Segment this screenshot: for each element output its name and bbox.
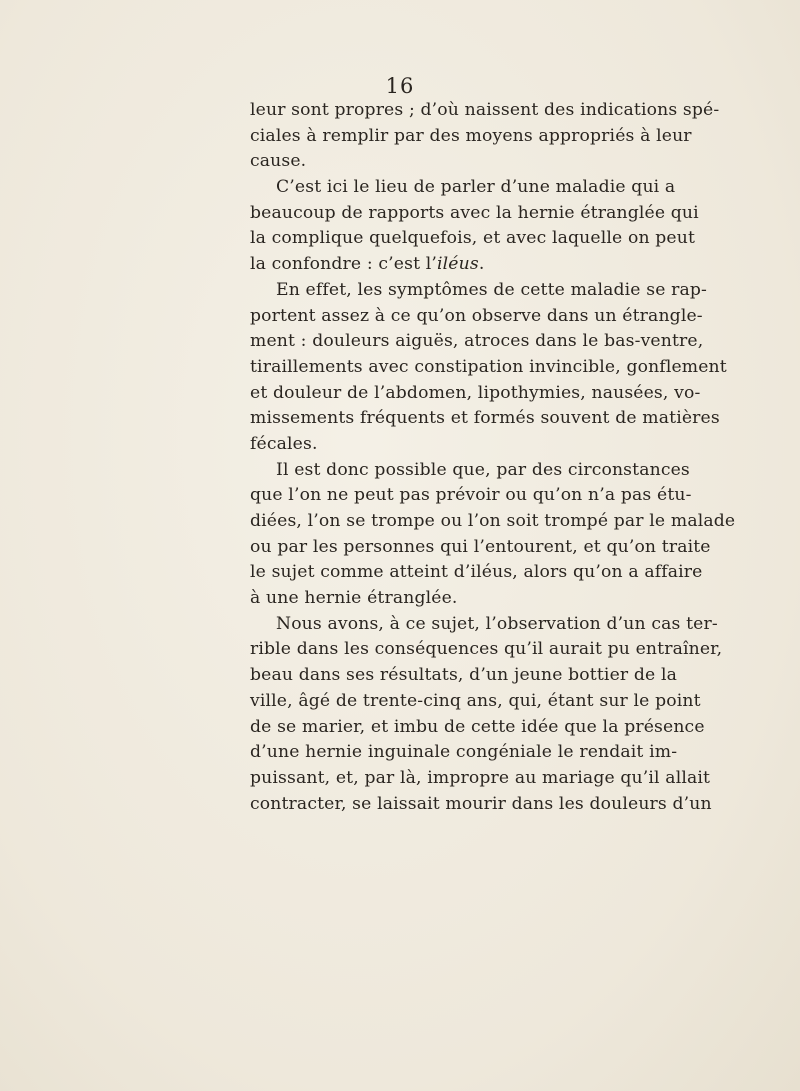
text-line: d’une hernie inguinale congéniale le rendait im- xyxy=(250,742,678,763)
text-fragment: . xyxy=(478,254,485,275)
text-line: la complique quelquefois, et avec laquelle on peut xyxy=(250,228,696,249)
text-line: fécales. xyxy=(250,433,318,454)
text-line: ville, âgé de trente-cinq ans, qui, étant sur le point xyxy=(250,690,701,711)
text-line: ment : douleurs aiguës, atroces dans le bas-ventre, xyxy=(250,331,704,352)
text-line: missements fréquents et formés souvent de matières xyxy=(250,408,720,429)
text-line: ciales à remplir par des moyens appropriés à leur xyxy=(250,125,692,146)
paragraph-first-line: C’est ici le lieu de parler d’une maladie qui a xyxy=(276,177,676,198)
text-line: à une hernie étranglée. xyxy=(250,588,458,609)
text-line: de se marier, et imbu de cette idée que la présence xyxy=(250,716,705,737)
paragraph-first-line: Il est donc possible que, par des circonstances xyxy=(276,459,690,480)
text-line: diées, l’on se trompe ou l’on soit trompé par le malade xyxy=(250,511,736,531)
page-number: 16 xyxy=(385,74,415,98)
text-line: le sujet comme atteint d’iléus, alors qu’on a affaire xyxy=(250,562,703,583)
text-line: portent assez à ce qu’on observe dans un étrangle- xyxy=(250,305,703,326)
text-line: ou par les personnes qui l’entourent, et qu’on traite xyxy=(250,536,711,557)
text-line: et douleur de l’abdomen, lipothymies, nausées, vo- xyxy=(250,382,701,403)
text-fragment: la confondre : c’est l’ xyxy=(250,254,437,275)
paragraph-first-line: En effet, les symptômes de cette maladie se rap- xyxy=(276,279,708,300)
text-line: beau dans ses résultats, d’un jeune bottier de la xyxy=(250,665,677,686)
text-line: contracter, se laissait mourir dans les douleurs d’un xyxy=(250,793,712,814)
italic-term: iléus xyxy=(437,254,479,275)
text-line xyxy=(250,252,662,278)
body-text xyxy=(250,98,736,817)
text-line: puissant, et, par là, impropre au mariage qu’il allait xyxy=(250,767,711,788)
text-line: que l’on ne peut pas prévoir ou qu’on n’a pas étu- xyxy=(250,485,692,506)
text-line: tiraillements avec constipation invincible, gonflement xyxy=(250,356,727,377)
text-line: beaucoup de rapports avec la hernie étranglée qui xyxy=(250,202,699,223)
text-line: cause. xyxy=(250,151,307,172)
text-line: rible dans les conséquences qu’il aurait pu entraîner, xyxy=(250,639,723,660)
paragraph-first-line: Nous avons, à ce sujet, l’observation d’un cas ter- xyxy=(276,613,718,634)
text-line: leur sont propres ; d’où naissent des indications spé- xyxy=(250,100,720,120)
